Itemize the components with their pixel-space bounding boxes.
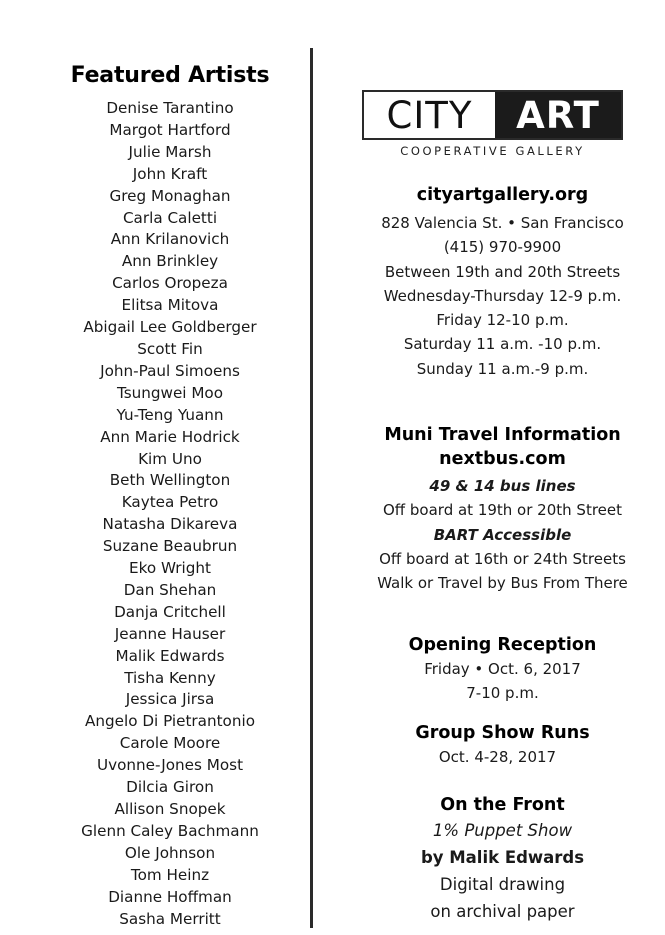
artist-name: Angelo Di Pietrantonio xyxy=(85,712,255,731)
artist-name: Dianne Hoffman xyxy=(108,887,232,906)
group-show-title: Group Show Runs xyxy=(415,723,590,743)
column-divider xyxy=(310,48,313,928)
artist-name: Dan Shehan xyxy=(123,580,217,599)
gallery-cross-streets: Between 19th and 20th Streets xyxy=(384,262,621,281)
artist-name: Kim Uno xyxy=(138,449,202,468)
artist-name: Tisha Kenny xyxy=(124,668,216,687)
artist-name: Ann Marie Hodrick xyxy=(100,427,240,446)
hours-line: Sunday 11 a.m.-9 p.m. xyxy=(416,359,589,378)
logo-subtitle: COOPERATIVE GALLERY xyxy=(400,144,585,158)
artist-name: Ole Johnson xyxy=(124,843,216,862)
gallery-website: cityartgallery.org xyxy=(416,185,589,205)
opening-title: Opening Reception xyxy=(408,635,597,655)
artist-name: Yu-Teng Yuann xyxy=(116,405,224,424)
artist-name: Margot Hartford xyxy=(109,120,231,139)
artist-name: Natasha Dikareva xyxy=(102,515,238,534)
artist-list xyxy=(40,98,300,930)
artist-name: Beth Wellington xyxy=(109,471,231,490)
city-art-logo xyxy=(362,90,623,140)
opening-date: Friday • Oct. 6, 2017 xyxy=(424,660,581,678)
artist-name: Allison Snopek xyxy=(114,800,226,818)
gallery-phone: (415) 970-9900 xyxy=(443,238,562,257)
artist-name: Greg Monaghan xyxy=(109,186,231,205)
artist-name: Kaytea Petro xyxy=(121,493,219,512)
artist-name: Elitsa Mitova xyxy=(121,296,219,315)
logo-art-word: ART xyxy=(495,92,621,138)
artist-name: Carole Moore xyxy=(119,734,221,753)
artist-name: Malik Edwards xyxy=(115,646,225,665)
artist-name: Ann Brinkley xyxy=(121,252,219,271)
featured-artists-section xyxy=(40,60,300,930)
artist-name: Carlos Oropeza xyxy=(112,274,228,293)
gallery-address: 828 Valencia St. • San Francisco xyxy=(381,214,624,232)
artist-name: John-Paul Simoens xyxy=(100,361,240,380)
artist-name: Jeanne Hauser xyxy=(114,624,226,643)
artwork-title: 1% Puppet Show xyxy=(432,821,573,840)
artist-name: Tsungwei Moo xyxy=(116,383,224,402)
artist-name: Eko Wright xyxy=(129,559,211,578)
artist-name: Denise Tarantino xyxy=(106,99,234,117)
transit-block xyxy=(340,423,665,595)
bus-stop: Off board at 19th or 20th Street xyxy=(382,501,622,520)
artwork-artist: by Malik Edwards xyxy=(420,848,585,867)
featured-artists-title: Featured Artists xyxy=(70,63,270,88)
bart-stop: Off board at 16th or 24th Streets xyxy=(379,549,626,568)
bart-label: BART Accessible xyxy=(433,525,572,544)
artist-name: John Kraft xyxy=(132,164,208,183)
artist-name: Carla Caletti xyxy=(122,208,218,227)
gallery-contact-block xyxy=(340,183,665,381)
transit-website: nextbus.com xyxy=(439,449,566,469)
transit-title: Muni Travel Information xyxy=(384,425,621,445)
hours-line: Saturday 11 a.m. -10 p.m. xyxy=(403,335,602,354)
opening-time: 7-10 p.m. xyxy=(466,684,539,703)
on-the-front-block xyxy=(340,793,665,925)
group-show-dates: Oct. 4-28, 2017 xyxy=(438,748,557,766)
artist-name: Ann Krilanovich xyxy=(110,230,230,249)
artist-name: Danja Critchell xyxy=(114,602,226,621)
artwork-medium: on archival paper xyxy=(430,902,575,921)
bart-note: Walk or Travel by Bus From There xyxy=(377,574,628,593)
hours-line: Wednesday-Thursday 12-9 p.m. xyxy=(383,286,622,305)
artist-name: Abigail Lee Goldberger xyxy=(83,318,257,337)
bus-lines: 49 & 14 bus lines xyxy=(429,477,576,495)
artist-name: Dilcia Giron xyxy=(126,778,214,797)
artist-name: Suzane Beaubrun xyxy=(102,537,238,556)
artist-name: Jessica Jirsa xyxy=(125,690,215,709)
hours-line: Friday 12-10 p.m. xyxy=(436,311,569,330)
artist-name: Sasha Merritt xyxy=(119,909,221,928)
group-show-block xyxy=(340,721,665,769)
artwork-medium: Digital drawing xyxy=(439,875,566,894)
front-title: On the Front xyxy=(440,795,565,815)
artist-name: Glenn Caley Bachmann xyxy=(81,821,259,840)
artist-name: Scott Fin xyxy=(137,339,203,358)
opening-reception-block xyxy=(340,633,665,706)
artist-name: Uvonne-Jones Most xyxy=(96,756,244,775)
logo-city-word: CITY xyxy=(364,92,495,138)
artist-name: Tom Heinz xyxy=(130,865,210,884)
artist-name: Julie Marsh xyxy=(128,142,212,161)
